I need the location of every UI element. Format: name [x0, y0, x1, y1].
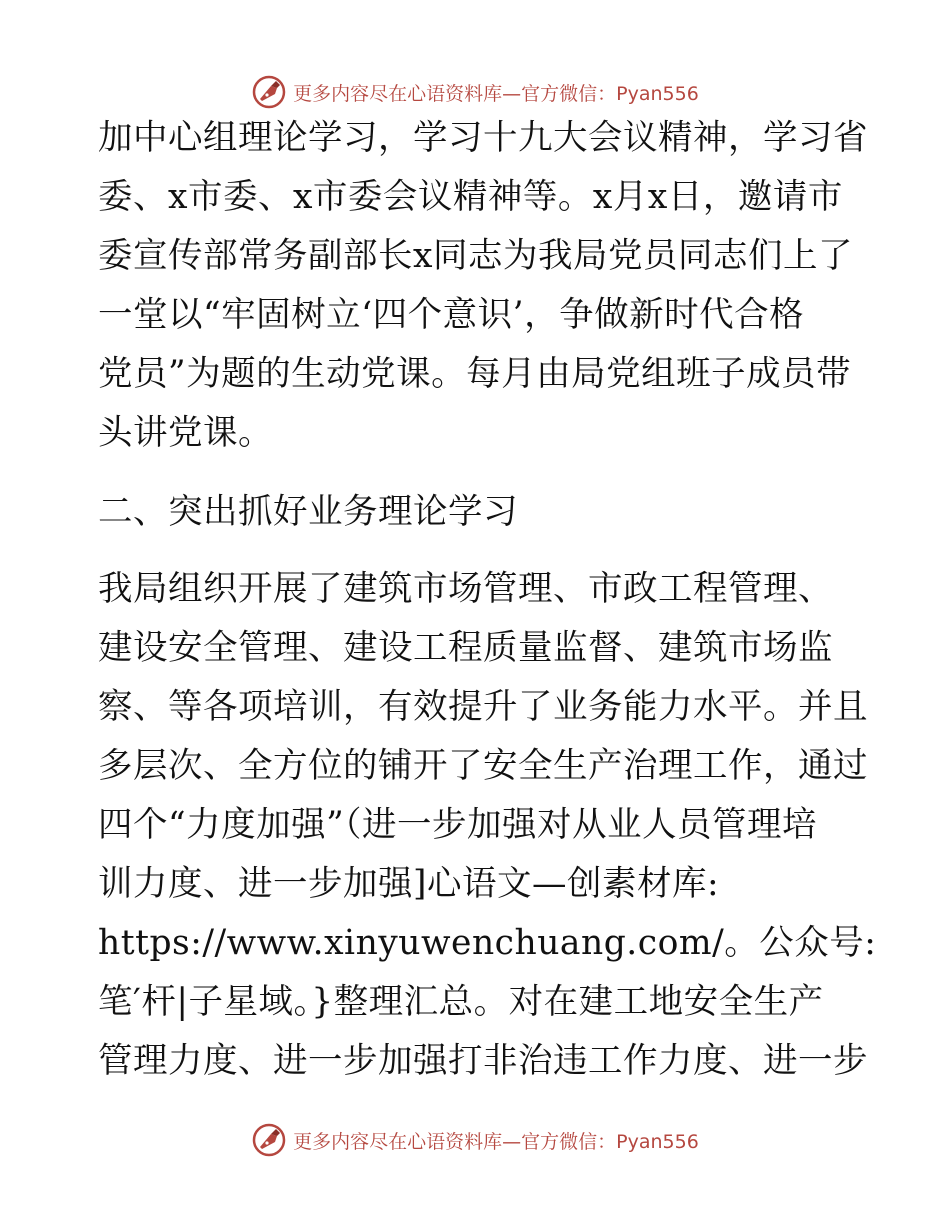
section-heading: 二、突出抓好业务理论学习	[98, 492, 518, 532]
pen-nib-logo-icon	[251, 1122, 287, 1158]
body-line: https://www.xinyuwenchuang.com/。公众号:	[98, 923, 877, 963]
body-line: 笔′杆|子星域。}整理汇总。对在建工地安全生产	[98, 982, 824, 1022]
body-line: 察、等各项培训，有效提升了业务能力水平。并且	[98, 687, 868, 727]
pen-nib-logo-icon	[251, 74, 287, 110]
banner-text: 更多内容尽在心语资料库—官方微信：Pyan556	[293, 1130, 699, 1153]
header-banner	[0, 72, 950, 112]
body-line: 党员”为题的生动党课。每月由局党组班子成员带	[98, 354, 852, 394]
body-line: 一堂以“牢固树立‘四个意识’，争做新时代合格	[98, 295, 805, 335]
body-line: 多层次、全方位的铺开了安全生产治理工作，通过	[98, 746, 868, 786]
body-line: 委宣传部常务副部长x同志为我局党员同志们上了	[98, 236, 853, 276]
body-line: 训力度、进一步加强]心语文—创素材库:	[98, 864, 720, 904]
body-line: 委、x市委、x市委会议精神等。x月x日，邀请市	[98, 177, 843, 217]
body-line: 我局组织开展了建筑市场管理、市政工程管理、	[98, 569, 833, 609]
banner-text: 更多内容尽在心语资料库—官方微信：Pyan556	[293, 82, 699, 105]
body-line: 四个“力度加强”（进一步加强对从业人员管理培	[98, 805, 818, 845]
body-line: 加中心组理论学习，学习十九大会议精神，学习省	[98, 118, 868, 158]
body-line: 建设安全管理、建设工程质量监督、建筑市场监	[98, 628, 833, 668]
footer-banner	[0, 1120, 950, 1160]
body-line: 管理力度、进一步加强打非治违工作力度、进一步	[98, 1041, 868, 1081]
body-line: 头讲党课。	[98, 413, 273, 453]
